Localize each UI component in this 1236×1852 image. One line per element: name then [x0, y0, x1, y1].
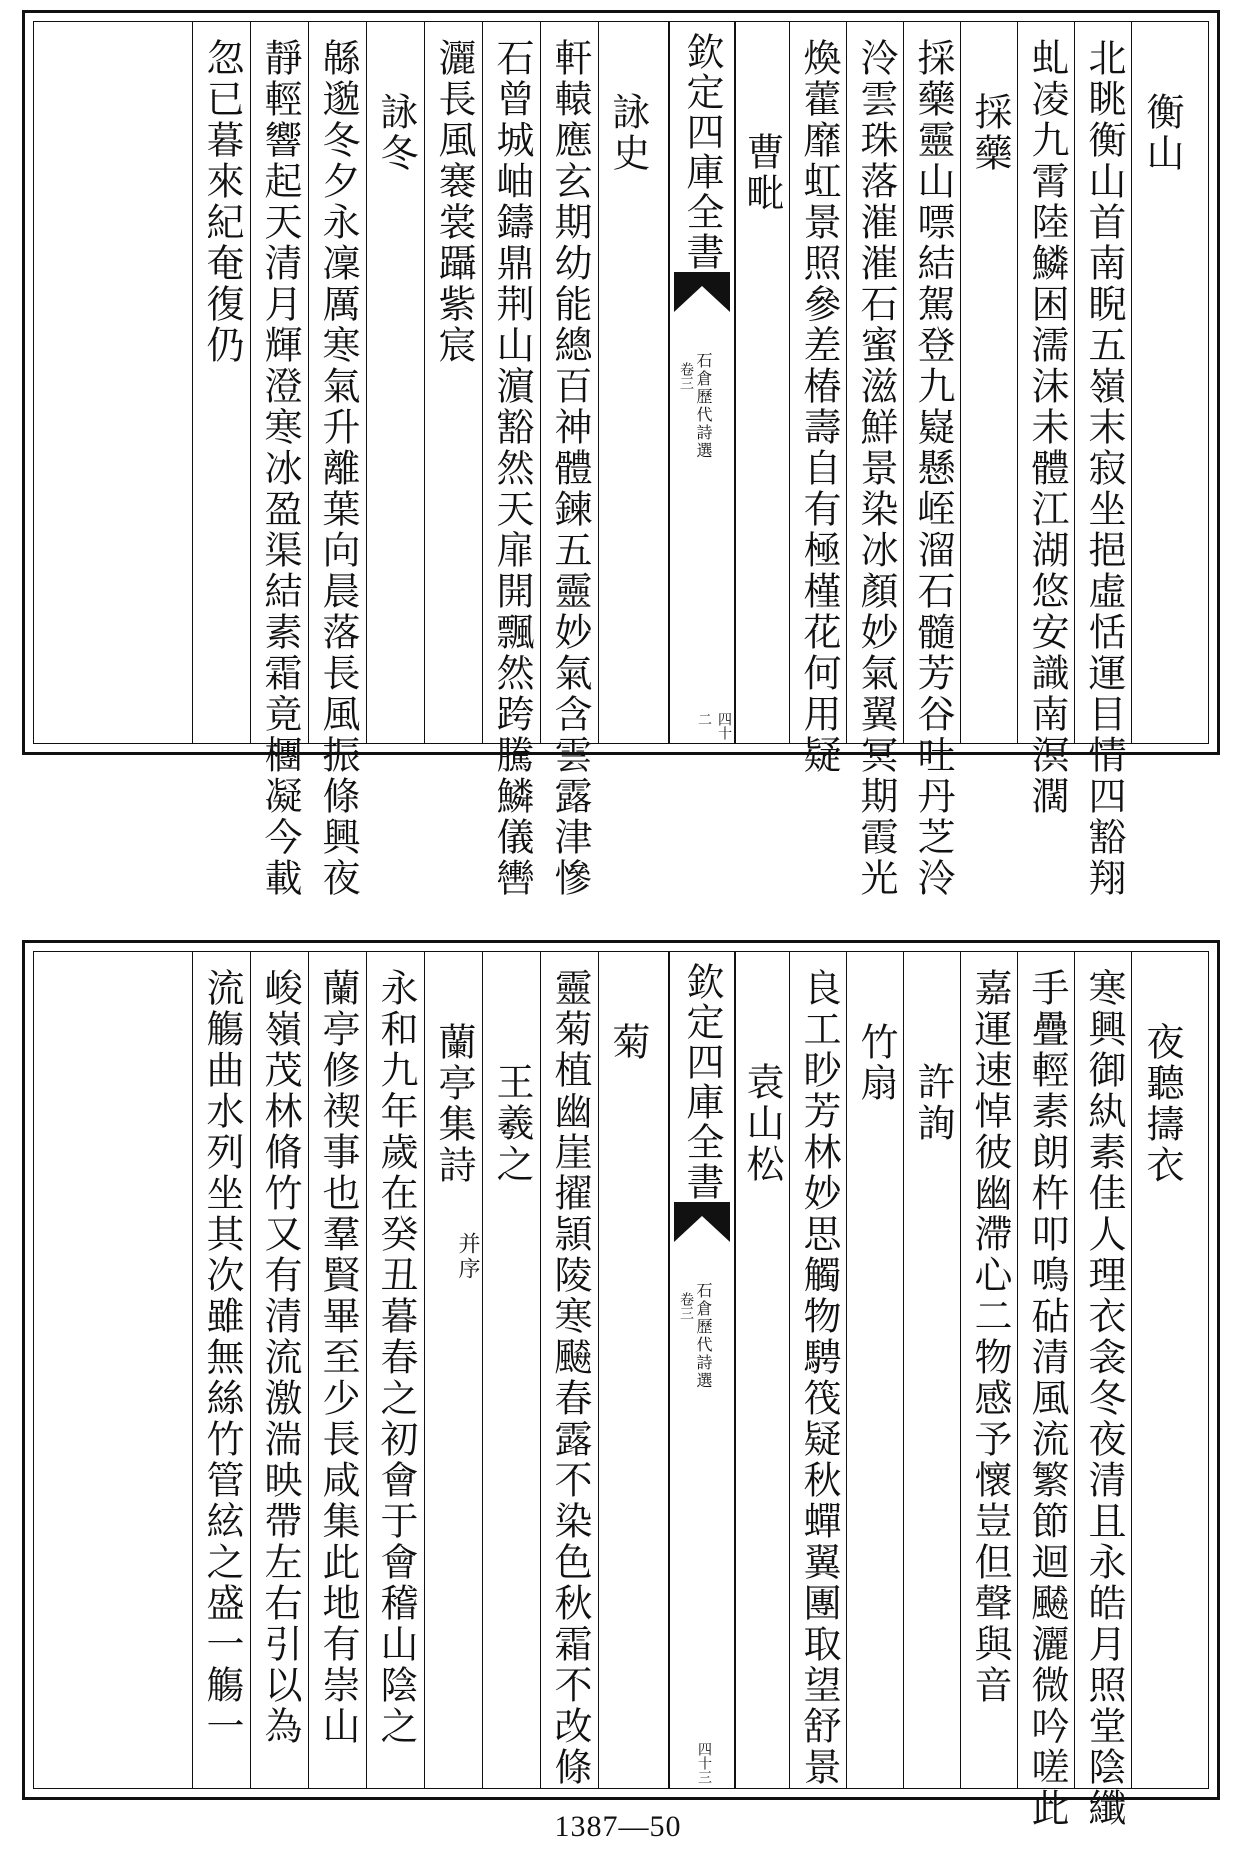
juan-number: 卷三 [678, 1292, 694, 1320]
column-rule [424, 22, 425, 743]
column: 峻嶺茂林脩竹又有清流激湍映帶左右引以為 [258, 968, 302, 1747]
column: 軒轅應玄期幼能總百神體鍊五靈妙氣含雲露津慘 [548, 38, 592, 899]
column-rule [1131, 952, 1132, 1788]
column: 詠冬 [374, 92, 418, 174]
fish-tail-mark-icon [674, 1202, 730, 1242]
column-rule [308, 952, 309, 1788]
title-note: 并序 [455, 1232, 480, 1282]
column-rule [250, 22, 251, 743]
center-column [668, 952, 736, 1788]
column: 衡山 [1140, 92, 1184, 174]
column-rule [903, 952, 904, 1788]
column: 嘉運速悼彼幽滯心二物感予懷豈但聲與音 [968, 968, 1012, 1706]
column: 靜輕響起天清月輝澄寒冰盈渠結素霜竟檲凝今載 [258, 38, 302, 899]
column-rule [540, 952, 541, 1788]
fish-tail-mark-icon [674, 272, 730, 312]
column-rule [482, 952, 483, 1788]
column-rule [192, 952, 193, 1788]
column: 靈菊植幽崖擢頴陵寒飇春露不染色秋霜不改條 [548, 968, 592, 1788]
column: 泠雲珠落漼漼石蜜滋鮮景染冰顏妙氣翼冥期霞光 [854, 38, 898, 899]
column: 北眺衡山首南睨五嶺末寂坐挹虛恬運目情四豁翔 [1082, 38, 1126, 899]
column-rule [366, 22, 367, 743]
column: 採藥 [968, 92, 1012, 174]
column: 寒興御紈素佳人理衣衾冬夜清且永皓月照堂陰纖 [1082, 968, 1126, 1829]
column: 夜聽擣衣 [1140, 1022, 1184, 1186]
page-number: 四十二 [696, 712, 732, 740]
column-rule [846, 952, 847, 1788]
column-rule [846, 22, 847, 743]
column: 蘭亭集詩 并序 [432, 1022, 480, 1282]
column: 緜邈冬夕永凜厲寒氣升離葉向晨落長風振條興夜 [316, 38, 360, 899]
column-rule [1017, 22, 1018, 743]
book-title: 欽定四庫全書 [680, 962, 724, 1202]
column-rule [789, 22, 790, 743]
column-rule [250, 952, 251, 1788]
juan-number: 卷三 [678, 362, 694, 390]
column: 曹毗 [740, 132, 784, 214]
column: 菊 [606, 1022, 650, 1063]
column: 流觴曲水列坐其次雖無絲竹管絃之盛一觴一 [200, 968, 244, 1747]
column-rule [960, 22, 961, 743]
column-rule [789, 952, 790, 1788]
column-rule [1074, 952, 1075, 1788]
top-page [22, 10, 1220, 899]
column: 手疊輕素朗杵叩鳴砧清風流繁節迴飇灑微吟嗟此 [1025, 968, 1069, 1829]
column-rule [1131, 22, 1132, 743]
column: 煥藿靡虹景照參差椿壽自有極槿花何用疑 [797, 38, 841, 776]
column: 竹扇 [854, 1022, 898, 1104]
column: 蘭亭修禊事也羣賢畢至少長咸集此地有崇山 [316, 968, 360, 1747]
top-page-frame [33, 21, 1209, 899]
column: 採藥靈山嘌結駕登九嶷懸峌溜石髓芳谷吐丹芝泠 [911, 38, 955, 899]
column: 忽已暮來紀奄復仍 [200, 38, 244, 366]
column-rule [960, 952, 961, 1788]
column: 詠史 [606, 92, 650, 174]
collection-title: 石倉歷代詩選 [694, 1282, 713, 1390]
column-rule [366, 952, 367, 1788]
column: 袁山松 [740, 1062, 784, 1185]
column-rule [598, 952, 599, 1788]
column: 灑長風褰裳躡紫宸 [432, 38, 476, 366]
column: 石曾城岫鑄鼎荆山濵豁然天扉開飄然跨騰鱗儀轡 [490, 38, 534, 899]
book-title: 欽定四庫全書 [680, 32, 724, 272]
column: 王羲之 [490, 1062, 534, 1185]
column: 良工眇芳林妙思觸物騁筏疑秋蟬翼團取望舒景 [797, 968, 841, 1788]
column-rule [1017, 952, 1018, 1788]
page-number: 四十三 [696, 1742, 712, 1784]
column-rule [424, 952, 425, 1788]
column: 虬凌九霄陸鱗困濡沫未體江湖悠安識南溟濶 [1025, 38, 1069, 817]
column-rule [308, 22, 309, 743]
column-rule [540, 22, 541, 743]
column-rule [598, 22, 599, 743]
collection-title: 石倉歷代詩選 [694, 352, 713, 460]
column-rule [192, 22, 193, 743]
column: 永和九年歲在癸丑暮春之初會于會稽山陰之 [374, 968, 418, 1747]
column-rule [903, 22, 904, 743]
center-column [668, 22, 736, 743]
page-footer-number: 1387—50 [554, 1810, 682, 1843]
column-rule [482, 22, 483, 743]
column-rule [1074, 22, 1075, 743]
column: 許詢 [911, 1062, 955, 1144]
